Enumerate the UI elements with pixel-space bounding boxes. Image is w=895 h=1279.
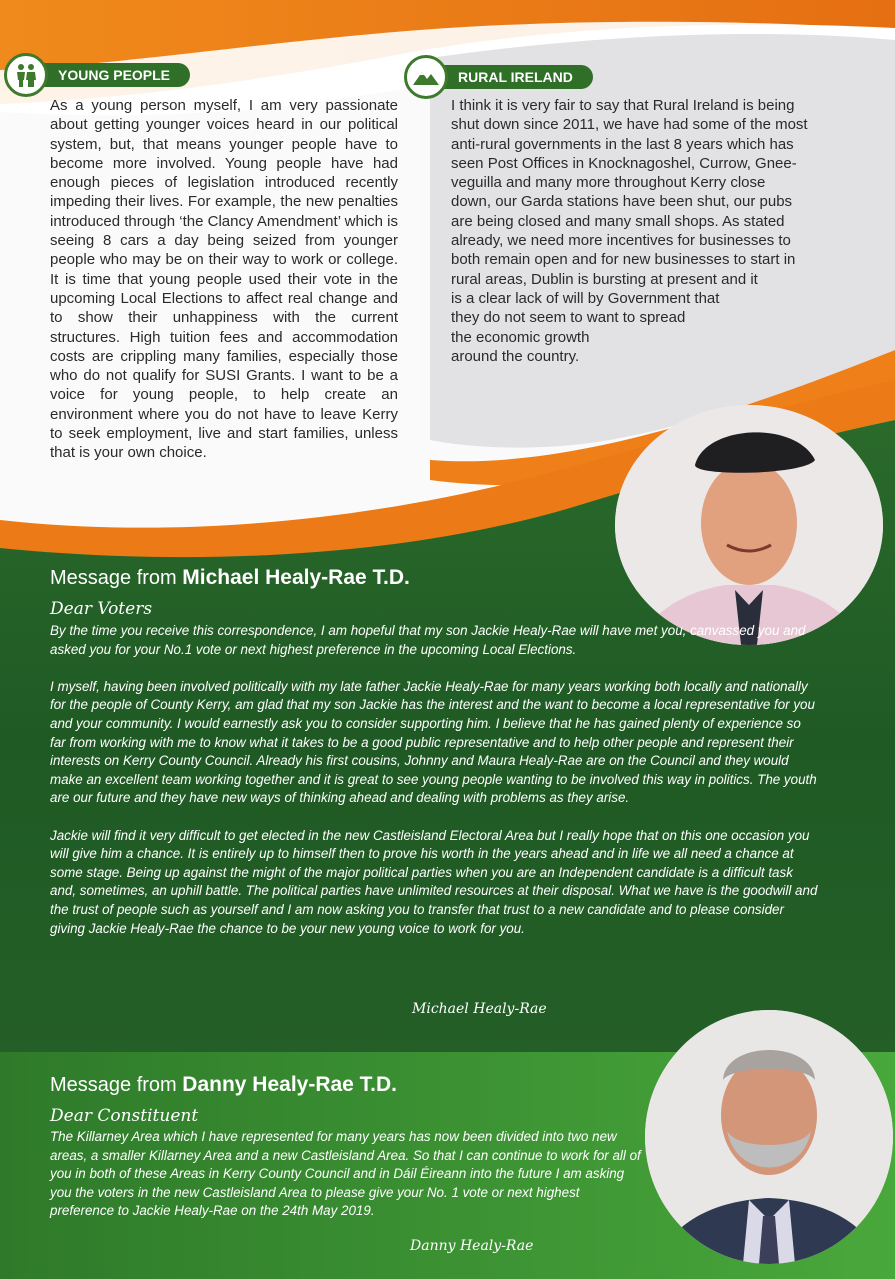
young-people-header <box>4 53 190 97</box>
rural-line: they do not seem to want to spread <box>451 309 686 327</box>
michael-paragraph: Jackie will find it very difficult to get elected in the new Castleisland Electoral Area but I really hope that on this one occasion you will give him a chance. It is entirely up to himself then to prove his worth in the years ahead and in life we all need a chance at some stage. Being up against the might of the major political parties when you are an Independent candidate is a difficult task and, sometimes, an uphill battle. The political parties have unlimited resources at their disposal. What we have is the goodwill and the trust of people such as yourself and I am now asking you to transfer that trust to a new candidate and to please consider giving Jackie Healy-Rae the chance to be your new young voice to work for you. <box>50 827 818 936</box>
rural-line: around the country. <box>451 347 580 365</box>
mountains-icon <box>404 55 448 99</box>
michael-heading-prefix: Message from <box>50 567 177 589</box>
danny-letter: The Killarney Area which I have represented for many years has now been divided into two new areas, a smaller Killarney Area and a new Castleisland Area. So that I can continue to work for all of you in both of these Areas in Kerry County Council and in Dáil Éireann into the future I am asking you the voters in the new Castleisland Area to please give your No. 1 vote or next highest preference to Jackie Healy-Rae on the 24th May 2019. <box>50 1129 641 1219</box>
rural-line: are being closed and many small shops. As stated <box>451 212 785 230</box>
rural-line: both remain open and for new businesses to start in <box>451 251 796 269</box>
danny-heading-name: Danny Healy-Rae T.D. <box>182 1073 398 1096</box>
michael-photo <box>615 405 883 645</box>
michael-paragraph: By the time you receive this correspondence, I am hopeful that my son Jackie Healy-Rae will have met you, canvassed you and asked you for your No.1 vote or next highest preference in the upcoming Local Elections. <box>50 623 806 657</box>
rural-line: is a clear lack of will by Government that <box>451 289 720 307</box>
michael-letter <box>50 622 820 957</box>
rural-line: the economic growth <box>451 328 590 346</box>
people-icon <box>4 53 48 97</box>
michael-salutation: Dear Voters <box>50 599 153 619</box>
young-people-title: YOUNG PEOPLE <box>40 63 190 87</box>
rural-line: already, we need more incentives for businesses to <box>451 232 791 250</box>
rural-line: down, our Garda stations have been shut, our pubs <box>451 193 793 211</box>
rural-line: I think it is very fair to say that Rural Ireland is being <box>451 97 795 114</box>
rural-line: anti-rural governments in the last 8 years which has <box>451 135 794 153</box>
danny-salutation: Dear Constituent <box>50 1106 199 1126</box>
rural-line: seen Post Offices in Knocknagoshel, Currow, Gnee- <box>451 154 797 172</box>
michael-paragraph: I myself, having been involved politically with my late father Jackie Healy-Rae for many years working both locally and nationally for the people of County Kerry, am glad that my son Jackie has the interest and the want to become a local representative for you and your community. I would earnestly ask you to consider supporting him. I believe that he has gained plenty of experience so far from working with me to know what it takes to be a good public representative and to help other people and represent their interests on Kerry County Council. Already his first cousins, Johnny and Maura Healy-Rae are on the Council and they would make an excellent team working together and it is great to see young people wanting to be involved this way in politics. The youth are our future and they have new ways of thinking ahead and dealing with problems as they arise. <box>50 678 817 806</box>
rural-line: veguilla and many more throughout Kerry close <box>451 174 766 192</box>
danny-photo <box>645 1010 893 1264</box>
rural-line: shut down since 2011, we have had some of the most <box>451 116 808 134</box>
rural-line: rural areas, Dublin is bursting at present and it <box>451 270 758 288</box>
danny-heading-prefix: Message from <box>50 1074 177 1096</box>
rural-ireland-body <box>451 96 835 366</box>
young-people-body: As a young person myself, I am very passionate about getting younger voices heard in our political system, but, that means younger people have to become more involved. Young people have had enough pieces of legislation introduced recently impeding their lives. For example, the new penalties introduced through ‘the Clancy Amendment’ which is seeing 8 cars a day being seized from younger people who may be on their way to work or college. It is time that young people used their vote in the upcoming Local Elections to affect real change and to show their unhappiness with the current structures. High tuition fees and accommodation costs are crippling many families, especially those who do not qualify for SUSI Grants. I want to be a voice for young people, to help create an environment where you do not have to leave Kerry to seek employment, live and start families, unless that is your own choice. <box>50 97 398 462</box>
michael-heading <box>50 566 410 590</box>
rural-ireland-title: RURAL IRELAND <box>440 65 593 89</box>
rural-ireland-header <box>404 55 593 99</box>
danny-signature: Danny Healy-Rae <box>410 1238 534 1254</box>
michael-signature: Michael Healy-Rae <box>412 1001 547 1017</box>
danny-heading <box>50 1073 397 1097</box>
michael-heading-name: Michael Healy-Rae T.D. <box>182 566 410 589</box>
